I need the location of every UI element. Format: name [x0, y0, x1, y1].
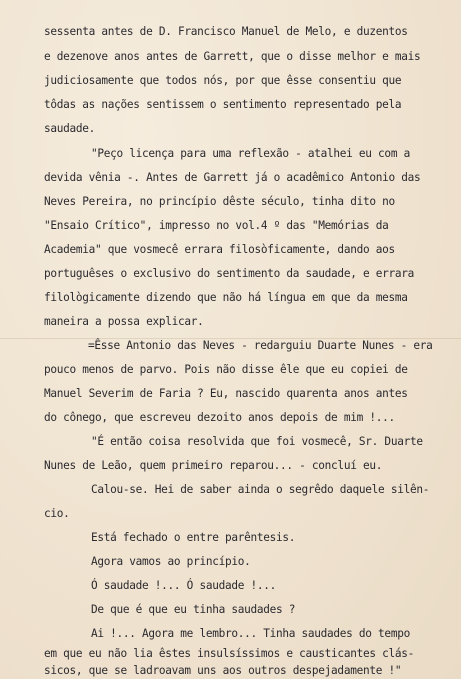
text-line: Agora vamos ao princípio. — [91, 555, 251, 568]
text-line: Ai !... Agora me lembro... Tinha saudades do tempo — [91, 627, 410, 640]
text-line: Academia" que vosmecê errara filosòficamente, dando aos — [44, 243, 395, 256]
text-line: =Êsse Antonio das Neves - redarguiu Duarte Nunes - era — [88, 339, 433, 352]
text-line: "Peço licença para uma reflexão - atalhei eu com a — [91, 147, 410, 160]
text-line: De que é que eu tinha saudades ? — [91, 603, 296, 616]
text-line: Está fechado o entre parêntesis. — [91, 531, 296, 544]
text-line: Manuel Severim de Faria ? Eu, nascido quarenta anos antes — [44, 387, 408, 400]
text-line: pouco menos de parvo. Pois não disse êle que eu copiei de — [44, 363, 408, 376]
text-line: maneira a possa explicar. — [44, 315, 204, 328]
text-line: do cônego, que escreveu dezoito anos depois de mim !... — [44, 411, 395, 424]
text-line: em que eu não lia êstes insulsíssimos e causticantes clás- — [44, 647, 414, 660]
text-line: e dezenove anos antes de Garrett, que o disse melhor e mais — [44, 50, 421, 63]
text-line: "É então coisa resolvida que foi vosmecê, Sr. Duarte — [91, 435, 423, 448]
text-line: Ó saudade !... Ó saudade !... — [91, 579, 276, 592]
text-line: tôdas as nações sentissem o sentimento representado pela — [44, 98, 402, 111]
text-line: judiciosamente que todos nós, por que êsse consentiu que — [44, 74, 402, 87]
text-line: sessenta antes de D. Francisco Manuel de Melo, e duzentos — [44, 25, 408, 38]
text-line: saudade. — [44, 122, 96, 135]
text-line: filològicamente dizendo que não há língua em que da mesma — [44, 291, 408, 304]
text-line: cio. — [44, 507, 70, 520]
text-line: sicos, que se ladroavam uns aos outros despejadamente !" — [44, 664, 402, 677]
text-line: portuguêses o exclusivo do sentimento da saudade, e errara — [44, 267, 414, 280]
text-line: Nunes de Leão, quem primeiro reparou... - concluí eu. — [44, 459, 383, 472]
text-line: Calou-se. Hei de saber ainda o segrêdo daquele silên- — [91, 483, 430, 496]
text-line: devida vênia -. Antes de Garrett já o acadêmico Antonio das — [44, 171, 421, 184]
text-line: "Ensaio Crítico", impresso no vol.4 º das "Memórias da — [44, 219, 389, 232]
text-line: Neves Pereira, no princípio dêste século, tinha dito no — [44, 195, 395, 208]
